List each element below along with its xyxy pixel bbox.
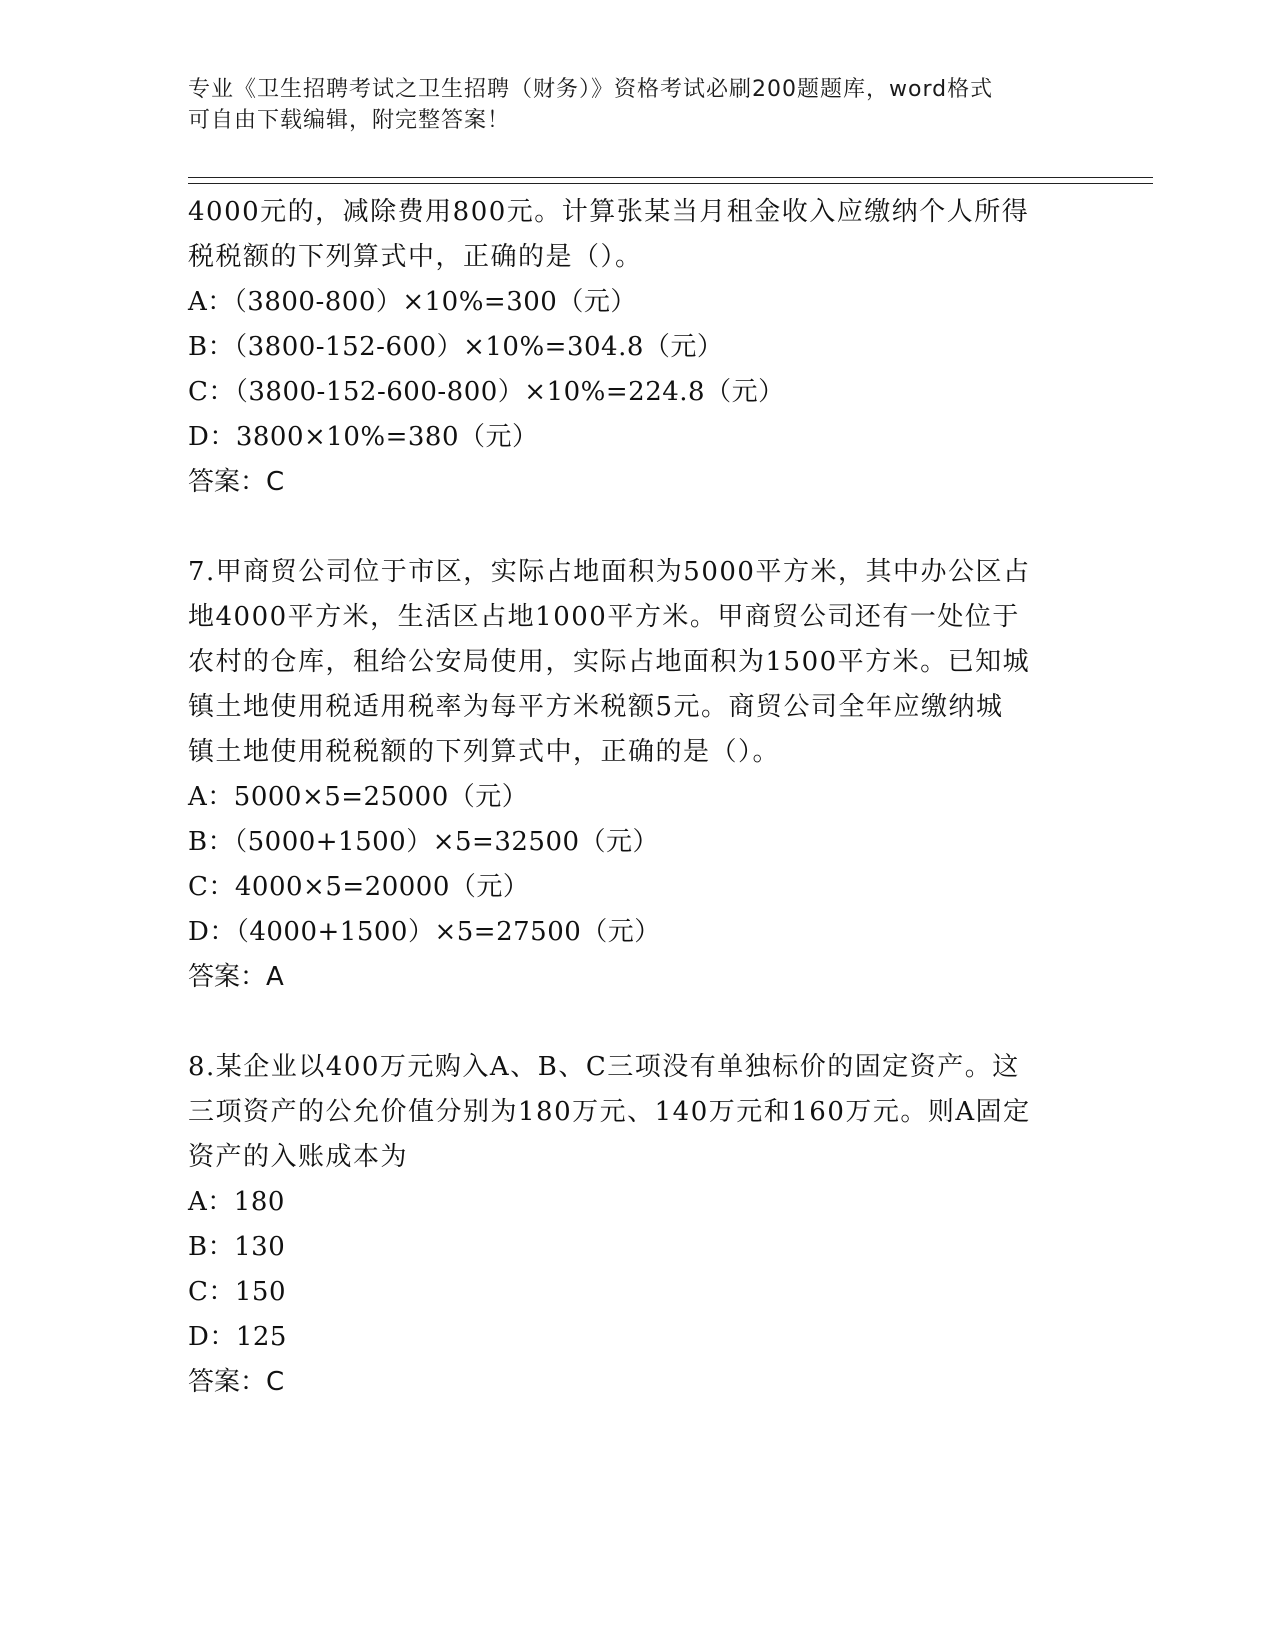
header-divider-bottom — [188, 183, 1153, 184]
option-a: A：5000×5=25000（元） — [188, 782, 529, 812]
question-text-line: 资产的入账成本为 — [188, 1142, 409, 1172]
question-7 — [188, 550, 1088, 1000]
header-title-line-2: 可自由下载编辑，附完整答案！ — [188, 108, 511, 133]
question-spacer — [188, 1000, 1088, 1045]
answer-label: 答案：C — [188, 467, 285, 497]
question-spacer — [188, 505, 1088, 550]
option-c: C：（3800-152-600-800）×10%=224.8（元） — [188, 377, 785, 407]
header-title-line-1: 专业《卫生招聘考试之卫生招聘（财务）》资格考试必刷200题题库，word格式 — [188, 77, 994, 102]
question-text-line: 8.某企业以400万元购入A、B、C三项没有单独标价的固定资产。这 — [188, 1052, 1020, 1082]
option-a: A：180 — [188, 1187, 285, 1217]
question-8 — [188, 1045, 1088, 1405]
option-c: C：150 — [188, 1277, 287, 1307]
question-text-line: 4000元的，减除费用800元。计算张某当月租金收入应缴纳个人所得 — [188, 197, 1030, 227]
question-text-line: 镇土地使用税税额的下列算式中，正确的是（）。 — [188, 737, 781, 767]
question-6 — [188, 190, 1088, 505]
option-a: A：（3800-800）×10%=300（元） — [188, 287, 637, 317]
question-text-line: 税税额的下列算式中，正确的是（）。 — [188, 242, 643, 272]
question-text-line: 镇土地使用税适用税率为每平方米税额5元。商贸公司全年应缴纳城 — [188, 692, 1004, 722]
option-b: B：130 — [188, 1232, 286, 1262]
question-text-line: 地4000平方米，生活区占地1000平方米。甲商贸公司还有一处位于 — [188, 602, 1020, 632]
question-text-line: 7.甲商贸公司位于市区，实际占地面积为5000平方米，其中办公区占 — [188, 557, 1031, 587]
option-d: D：125 — [188, 1322, 287, 1352]
option-b: B：（5000+1500）×5=32500（元） — [188, 827, 660, 857]
question-text-line: 三项资产的公允价值分别为180万元、140万元和160万元。则A固定 — [188, 1097, 1031, 1127]
answer-label: 答案：A — [188, 962, 284, 992]
option-d: D：（4000+1500）×5=27500（元） — [188, 917, 661, 947]
option-c: C：4000×5=20000（元） — [188, 872, 530, 902]
header-divider-top — [188, 177, 1153, 178]
option-d: D：3800×10%=380（元） — [188, 422, 539, 452]
question-list — [188, 190, 1088, 1405]
option-b: B：（3800-152-600）×10%=304.8（元） — [188, 332, 724, 362]
question-text-line: 农村的仓库，租给公安局使用，实际占地面积为1500平方米。已知城 — [188, 647, 1031, 677]
document-header — [188, 74, 1088, 136]
answer-label: 答案：C — [188, 1367, 285, 1397]
